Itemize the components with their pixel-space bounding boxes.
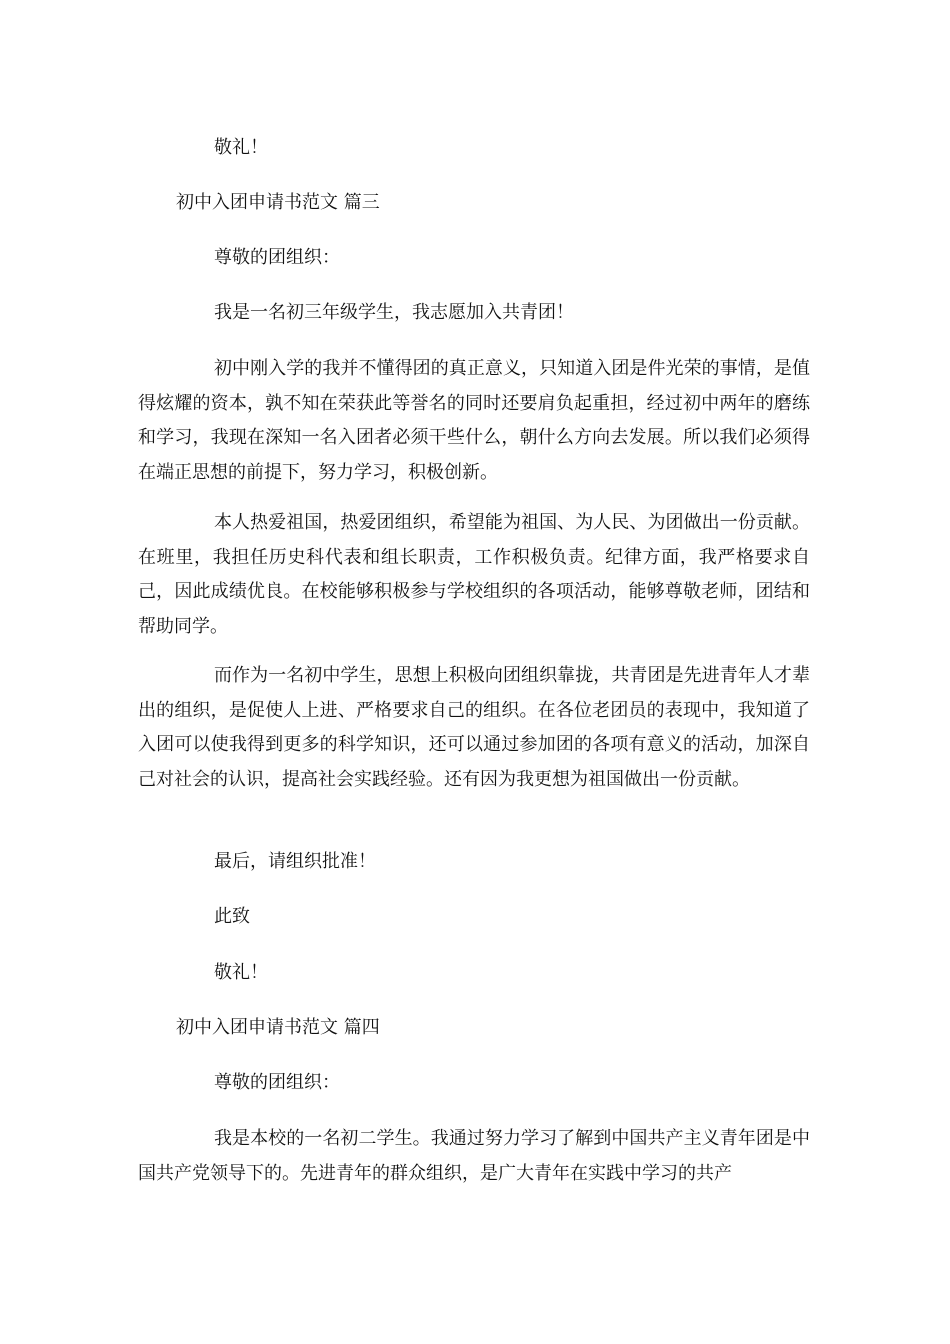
section-heading-3: 初中入团申请书范文 篇三: [176, 192, 380, 213]
paragraph: 而作为一名初中学生，思想上积极向团组织靠拢，共青团是先进青年人才辈出的组织，是促使人上进、严格要求自己的组织。在各位老团员的表现中，我知道了入团可以使我得到更多的科学知识，还可以通过参加团的各项有意义的活动，加深自己对社会的认识，提高社会实践经验。还有因为我更想为祖国做出一份贡献。: [138, 665, 810, 790]
paragraph: 本人热爱祖国，热爱团组织，希望能为祖国、为人民、为团做出一份贡献。在班里，我担任历史科代表和组长职责，工作积极负责。纪律方面，我严格要求自己，因此成绩优良。在校能够积极参与学校组织的各项活动，能够尊敬老师，团结和帮助同学。: [138, 512, 810, 637]
paragraph: 初中刚入学的我并不懂得团的真正意义，只知道入团是件光荣的事情，是值得炫耀的资本，孰不知在荣获此等誉名的同时还要肩负起重担，经过初中两年的磨练和学习，我现在深知一名入团者必须干些什么，朝什么方向去发展。所以我们必须得在端正思想的前提下，努力学习，积极创新。: [138, 358, 810, 483]
cizhi-line: 此致: [214, 906, 250, 927]
intro-line: 我是一名初三年级学生，我志愿加入共青团！: [214, 302, 574, 323]
closing-line: 最后，请组织批准！: [214, 851, 376, 872]
greeting-line: 尊敬的团组织：: [214, 1072, 340, 1093]
salute-line: 敬礼！: [214, 137, 268, 158]
salute-line: 敬礼！: [214, 962, 268, 983]
section-heading-4: 初中入团申请书范文 篇四: [176, 1017, 380, 1038]
greeting-line: 尊敬的团组织：: [214, 247, 340, 268]
paragraph: 我是本校的一名初二学生。我通过努力学习了解到中国共产主义青年团是中国共产党领导下的。先进青年的群众组织，是广大青年在实践中学习的共产: [138, 1128, 810, 1184]
